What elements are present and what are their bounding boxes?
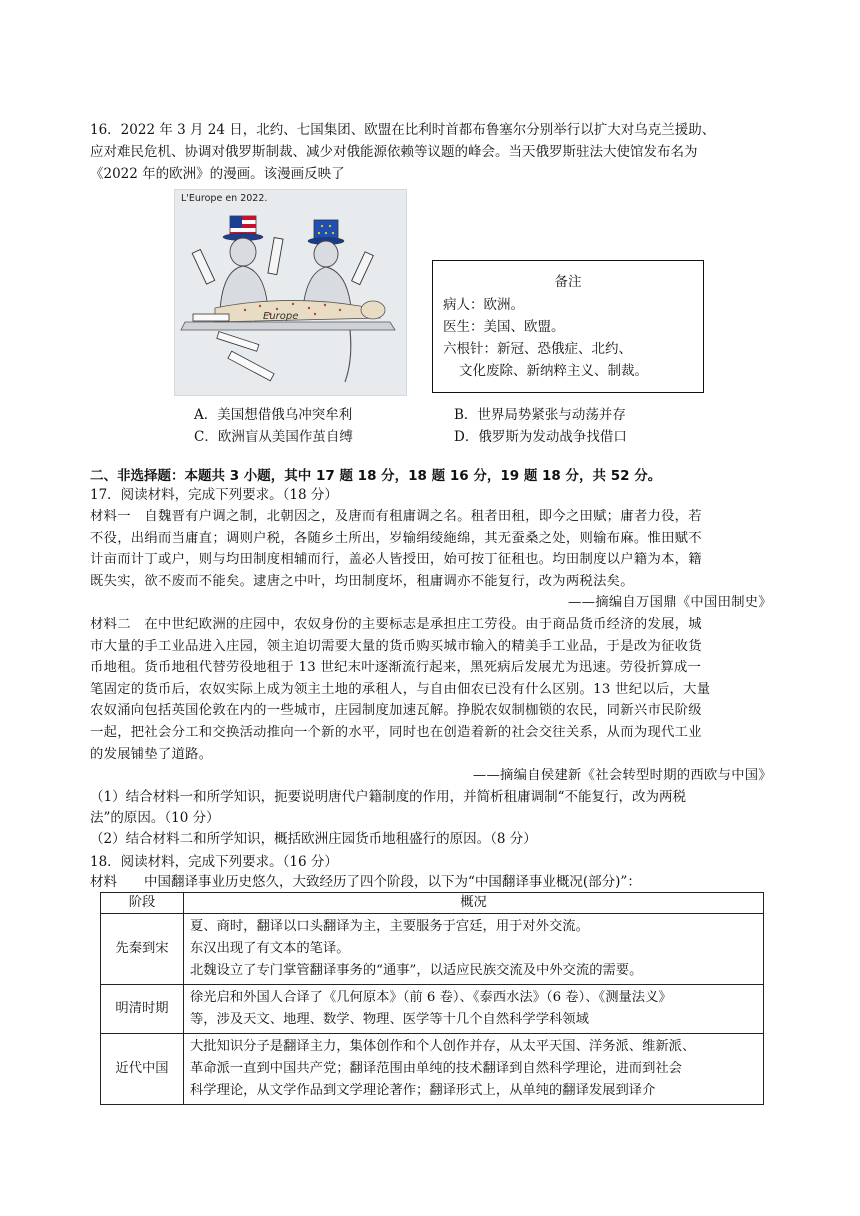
question-16-options [194,404,714,448]
question-16 [90,119,780,185]
material-1-line: 不役，出绢而当庸直；调则户税，各随乡土所出，岁输绢绫絁绵，其无蚕桑之处，则输布麻。惟田赋不 [90,530,702,546]
cartoon-image [174,189,407,396]
question-17 [90,485,780,850]
table-cell-stage: 先秦到宋 [101,914,184,985]
table-cell-overview [184,914,764,985]
material-2-line: 市大量的手工业品进入庄园，领主迫切需要大量的货币购买城市输入的精美手工业品，于是改为征收货 [90,638,702,654]
option-b: B．世界局势紧张与动荡并存 [454,407,626,423]
note-line-patient: 病人：欧洲。 [443,297,524,313]
table-cell-line: 等，涉及天文、地理、数学、物理、医学等十几个自然科学学科领域 [190,1012,589,1027]
table-row [101,914,764,985]
option-c: C．欧洲盲从美国作茧自缚 [194,429,353,445]
question-16-line-3: 《2022 年的欧洲》的漫画。该漫画反映了 [90,166,345,182]
table-header-stage: 阶段 [101,893,184,914]
question-17-title: 17．阅读材料，完成下列要求。（18 分） [90,487,338,503]
table-cell-line: 夏、商时，翻译以口头翻译为主，主要服务于宫廷，用于对外交流。 [190,919,589,934]
question-16-line-1: 16．2022 年 3 月 24 日，北约、七国集团、欧盟在比利时首都布鲁塞尔分别举行以扩大对乌克兰援助、 [90,122,716,138]
svg-text:Europe: Europe [263,311,299,322]
question-18-title: 18．阅读材料，完成下列要求。（16 分） [90,854,338,870]
question-16-line-2: 应对难民危机、协调对俄罗斯制裁、减少对俄能源依赖等议题的峰会。当天俄罗斯驻法大使馆发布名为 [90,144,698,160]
table-row [101,1034,764,1105]
question-17-part-1: （1）结合材料一和所学知识，扼要说明唐代户籍制度的作用，并简析租庸调制“不能复行，改为两税 [90,788,686,805]
note-line-doctors: 医生：美国、欧盟。 [443,319,565,335]
material-2-line: 农奴涌向包括英国伦敦在内的一些城市，庄园制度加速瓦解。挣脱农奴制枷锁的农民，同新兴市民阶级 [90,703,702,719]
question-18-intro: 材料 中国翻译事业历史悠久，大致经历了四个阶段，以下为“中国翻译事业概况(部分)”： [90,874,641,890]
material-1-source: ——摘编自万国鼎《中国田制史》 [568,595,772,611]
note-title: 备注 [554,274,582,290]
cartoon-drawing [175,190,406,395]
table-cell-stage: 近代中国 [101,1034,184,1105]
table-cell-line: 大批知识分子是翻译主力，集体创作和个人创作并存，从太平天国、洋务派、维新派、 [190,1039,696,1054]
table-cell-line: 科学理论，从文学作品到文学理论著作；翻译形式上，从单纯的翻译发展到译介 [190,1083,656,1098]
material-2-line: 一起，把社会分工和交换活动推向一个新的水平，同时也在创造着新的社会交往关系，从而为现代工业 [90,724,702,740]
material-2 [90,614,780,787]
table-cell-stage: 明清时期 [101,985,184,1034]
question-18 [90,852,780,892]
material-1-line: 材料一 自魏晋有户调之制，北朝因之，及唐而有租庸调之名。租者田租，即今之田赋；庸者力役，若 [90,509,702,524]
question-17-part-1-cont: 法”的原因。（10 分） [90,809,220,826]
option-d: D．俄罗斯为发动战争找借口 [454,429,627,445]
table-cell-overview [184,1034,764,1105]
material-2-line: 的发展铺垫了道路。 [90,746,213,762]
material-1 [90,506,780,614]
table-cell-line: 徐光启和外国人合译了《几何原本》（前 6 卷）、《泰西水法》（6 卷）、《测量法义》 [190,990,672,1005]
table-header-row [101,893,764,914]
question-17-part-2: （2）结合材料二和所学知识，概括欧洲庄园货币地租盛行的原因。（8 分） [90,830,537,847]
table-cell-line: 北魏设立了专门掌管翻译事务的“通事”，以适应民族交流及中外交流的需要。 [190,963,643,978]
cartoon-title: L'Europe en 2022. [181,193,268,204]
table-cell-overview [184,985,764,1034]
note-line-needles: 六根针：新冠、恐俄症、北约、 [443,341,632,357]
material-2-line: 币地租。货币地租代替劳役地租于 13 世纪末叶逐渐流行起来，黑死病后发展尤为迅速。劳役折算成一 [90,660,702,676]
material-2-source: ——摘编自侯建新《社会转型时期的西欧与中国》 [472,768,772,784]
material-2-line: 材料二 在中世纪欧洲的庄园中，农奴身份的主要标志是承担庄工劳役。由于商品货币经济的发展，城 [90,616,702,632]
note-box [432,260,704,393]
option-a: A．美国想借俄乌冲突牟利 [194,407,353,423]
table-cell-line: 东汉出现了有文本的笔译。 [190,941,350,956]
translation-table [100,892,764,1105]
table-cell-line: 革命派一直到中国共产党；翻译范围由单纯的技术翻译到自然科学理论，进而到社会 [190,1061,682,1076]
section-2-heading: 二、非选择题：本题共 3 小题，其中 17 题 18 分，18 题 16 分，19 题 18 分，共 52 分。 [90,468,662,484]
material-2-line: 笔固定的货币后，农奴实际上成为领主土地的承租人，与自由佃农已没有什么区别。13 世纪以后，大量 [90,681,711,697]
table-header-overview: 概况 [184,893,764,914]
material-1-line: 既失实，欲不废而不能矣。逮唐之中叶，均田制度坏，租庸调亦不能复行，改为两税法矣。 [90,573,634,589]
material-1-line: 计亩而计丁或户，则与均田制度相辅而行，盖必人皆授田，始可按丁征租也。均田制度以户籍为本，籍 [90,552,702,568]
table-row [101,985,764,1034]
note-line-needles-cont: 文化废除、新纳粹主义、制裁。 [459,363,648,379]
